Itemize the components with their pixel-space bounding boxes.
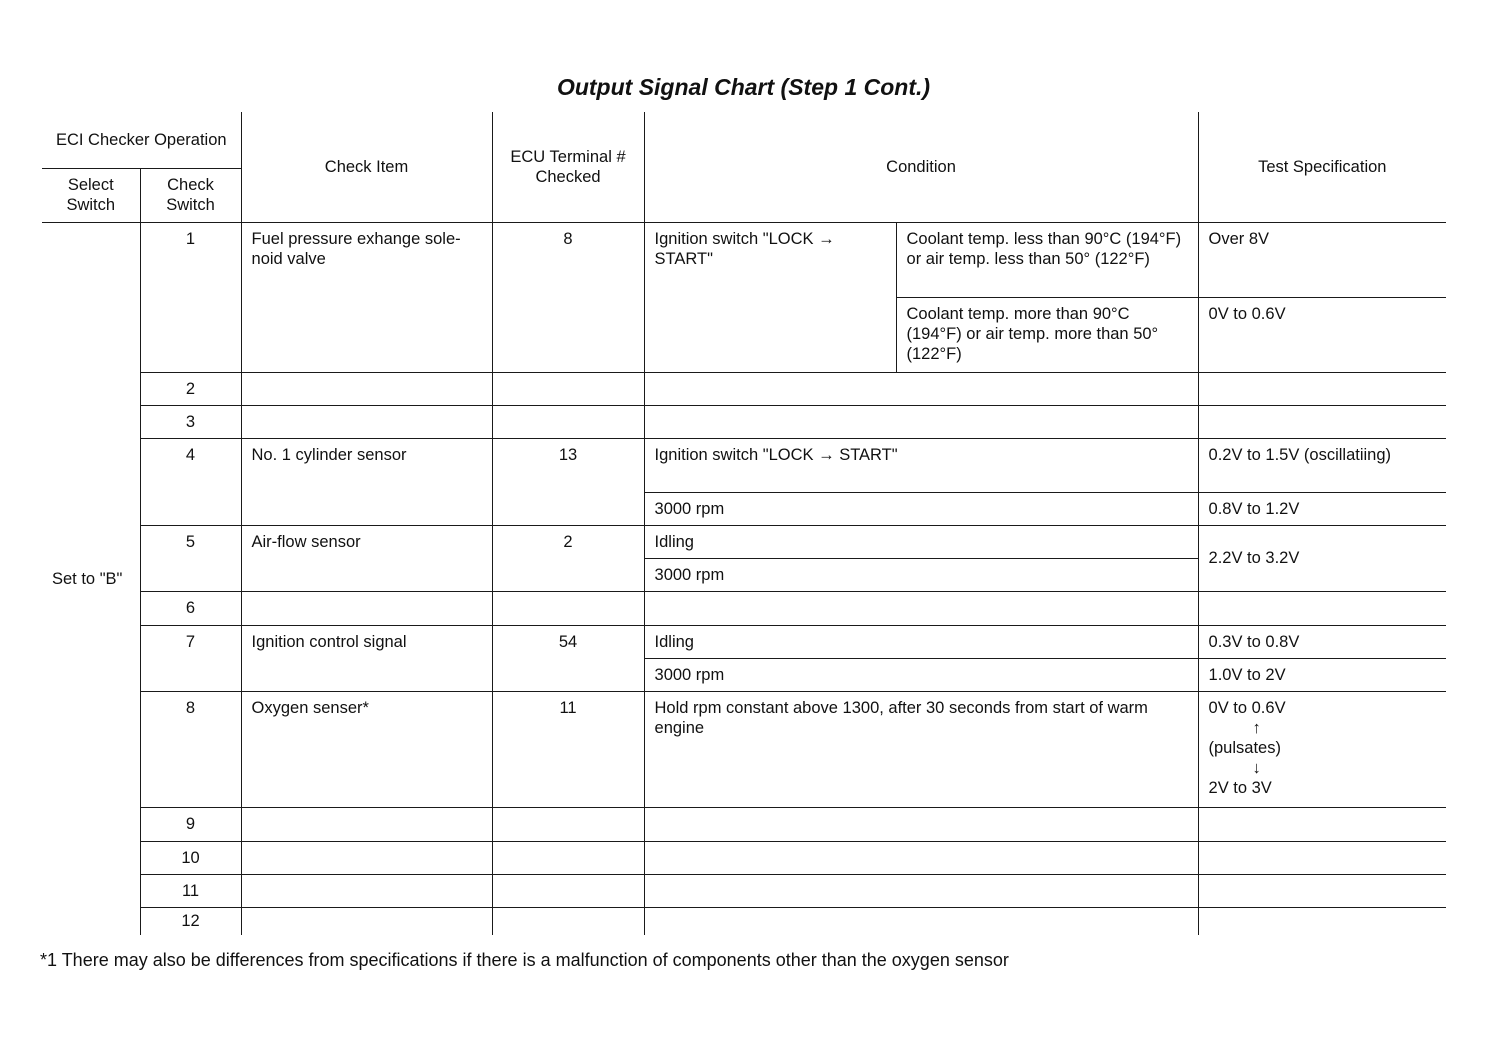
ecu-terminal: [492, 907, 644, 935]
test-spec: 0.8V to 1.2V: [1198, 492, 1446, 525]
arrow-down-icon: ↓: [1252, 758, 1261, 777]
condition-header: Condition: [644, 112, 1198, 222]
output-signal-table: [42, 112, 1446, 935]
page-title: Output Signal Chart (Step 1 Cont.): [556, 74, 931, 100]
condition: [644, 807, 1198, 841]
test-spec: 0.2V to 1.5V (oscillatiing): [1198, 438, 1446, 492]
check-switch-number: 6: [140, 591, 241, 625]
ecu-terminal: 13: [492, 438, 644, 525]
check-switch-number: 8: [140, 691, 241, 807]
table-row: [42, 907, 1446, 935]
ecu-terminal: 8: [492, 222, 644, 372]
table-row: [42, 438, 1446, 492]
check-item: [241, 405, 492, 438]
check-item: [241, 372, 492, 405]
condition: 3000 rpm: [644, 558, 1198, 591]
spec-line: 2V to 3V: [1208, 778, 1272, 797]
test-spec-header: Test Specification: [1198, 112, 1446, 222]
test-spec: [1198, 907, 1446, 935]
condition: [644, 591, 1198, 625]
test-spec: Over 8V: [1198, 222, 1446, 297]
check-switch-number: 1: [140, 222, 241, 372]
table-row: [42, 625, 1446, 658]
condition: 3000 rpm: [644, 492, 1198, 525]
test-spec: 2.2V to 3.2V: [1198, 525, 1446, 591]
check-item: [241, 591, 492, 625]
check-item: No. 1 cylinder sensor: [241, 438, 492, 525]
check-item: Fuel pressure exhange sole-noid valve: [241, 222, 492, 372]
check-switch-number: 3: [140, 405, 241, 438]
check-switch-number: 9: [140, 807, 241, 841]
check-item: Air-flow sensor: [241, 525, 492, 591]
test-spec: [1198, 591, 1446, 625]
ecu-terminal: 11: [492, 691, 644, 807]
table-row: [42, 874, 1446, 907]
table-row: [42, 222, 1446, 297]
condition: Idling: [644, 525, 1198, 558]
table-row: [42, 807, 1446, 841]
test-spec: [1198, 372, 1446, 405]
ecu-terminal: [492, 841, 644, 874]
check-item: [241, 841, 492, 874]
test-spec: [1198, 807, 1446, 841]
footnote: *1 There may also be differences from specifications if there is a malfunction of components other than the oxygen sensor: [40, 950, 1009, 970]
condition: Ignition switch "LOCK → START": [644, 438, 1198, 492]
condition: [644, 841, 1198, 874]
ecu-terminal: [492, 591, 644, 625]
header-row-1: [42, 112, 1446, 168]
condition: Hold rpm constant above 1300, after 30 seconds from start of warm engine: [644, 691, 1198, 807]
check-item: [241, 874, 492, 907]
table-row: [42, 405, 1446, 438]
condition: Idling: [644, 625, 1198, 658]
ecu-terminal: [492, 874, 644, 907]
select-switch-header: Select Switch: [42, 168, 140, 222]
check-switch-number: 4: [140, 438, 241, 525]
check-switch-number: 7: [140, 625, 241, 691]
test-spec: [1198, 691, 1446, 807]
spec-line: (pulsates): [1208, 738, 1281, 757]
ecu-terminal: 54: [492, 625, 644, 691]
check-switch-number: 11: [140, 874, 241, 907]
table-row: [42, 372, 1446, 405]
select-switch-value: Set to "B": [42, 222, 140, 935]
check-switch-number: 2: [140, 372, 241, 405]
check-switch-number: 10: [140, 841, 241, 874]
spec-line: 0V to 0.6V: [1208, 698, 1286, 717]
check-switch-number: 5: [140, 525, 241, 591]
ecu-terminal: 2: [492, 525, 644, 591]
condition: [644, 907, 1198, 935]
condition: 3000 rpm: [644, 658, 1198, 691]
check-item: [241, 807, 492, 841]
test-spec: 0V to 0.6V: [1198, 297, 1446, 372]
table-row: [42, 691, 1446, 807]
test-spec: 0.3V to 0.8V: [1198, 625, 1446, 658]
test-spec: [1198, 405, 1446, 438]
check-item-header: Check Item: [241, 112, 492, 222]
eci-operation-header: ECI Checker Operation: [42, 112, 241, 168]
check-switch-header: Check Switch: [140, 168, 241, 222]
check-item: Ignition control signal: [241, 625, 492, 691]
ecu-terminal: [492, 372, 644, 405]
ecu-terminal: [492, 807, 644, 841]
check-switch-number: 12: [140, 907, 241, 935]
table-row: [42, 841, 1446, 874]
condition: [644, 405, 1198, 438]
arrow-up-icon: ↑: [1252, 718, 1261, 737]
ecu-terminal-header: ECU Terminal # Checked: [492, 112, 644, 222]
test-spec: [1198, 874, 1446, 907]
test-spec: 1.0V to 2V: [1198, 658, 1446, 691]
check-item: [241, 907, 492, 935]
table-row: [42, 591, 1446, 625]
condition: [644, 372, 1198, 405]
condition-sub: Coolant temp. less than 90°C (194°F) or air temp. less than 50° (122°F): [896, 222, 1198, 297]
test-spec: [1198, 841, 1446, 874]
table-row: [42, 525, 1446, 558]
condition: [644, 874, 1198, 907]
ecu-terminal: [492, 405, 644, 438]
condition-main: Ignition switch "LOCK → START": [644, 222, 896, 372]
condition-sub: Coolant temp. more than 90°C (194°F) or air temp. more than 50° (122°F): [896, 297, 1198, 372]
check-item: Oxygen senser*: [241, 691, 492, 807]
